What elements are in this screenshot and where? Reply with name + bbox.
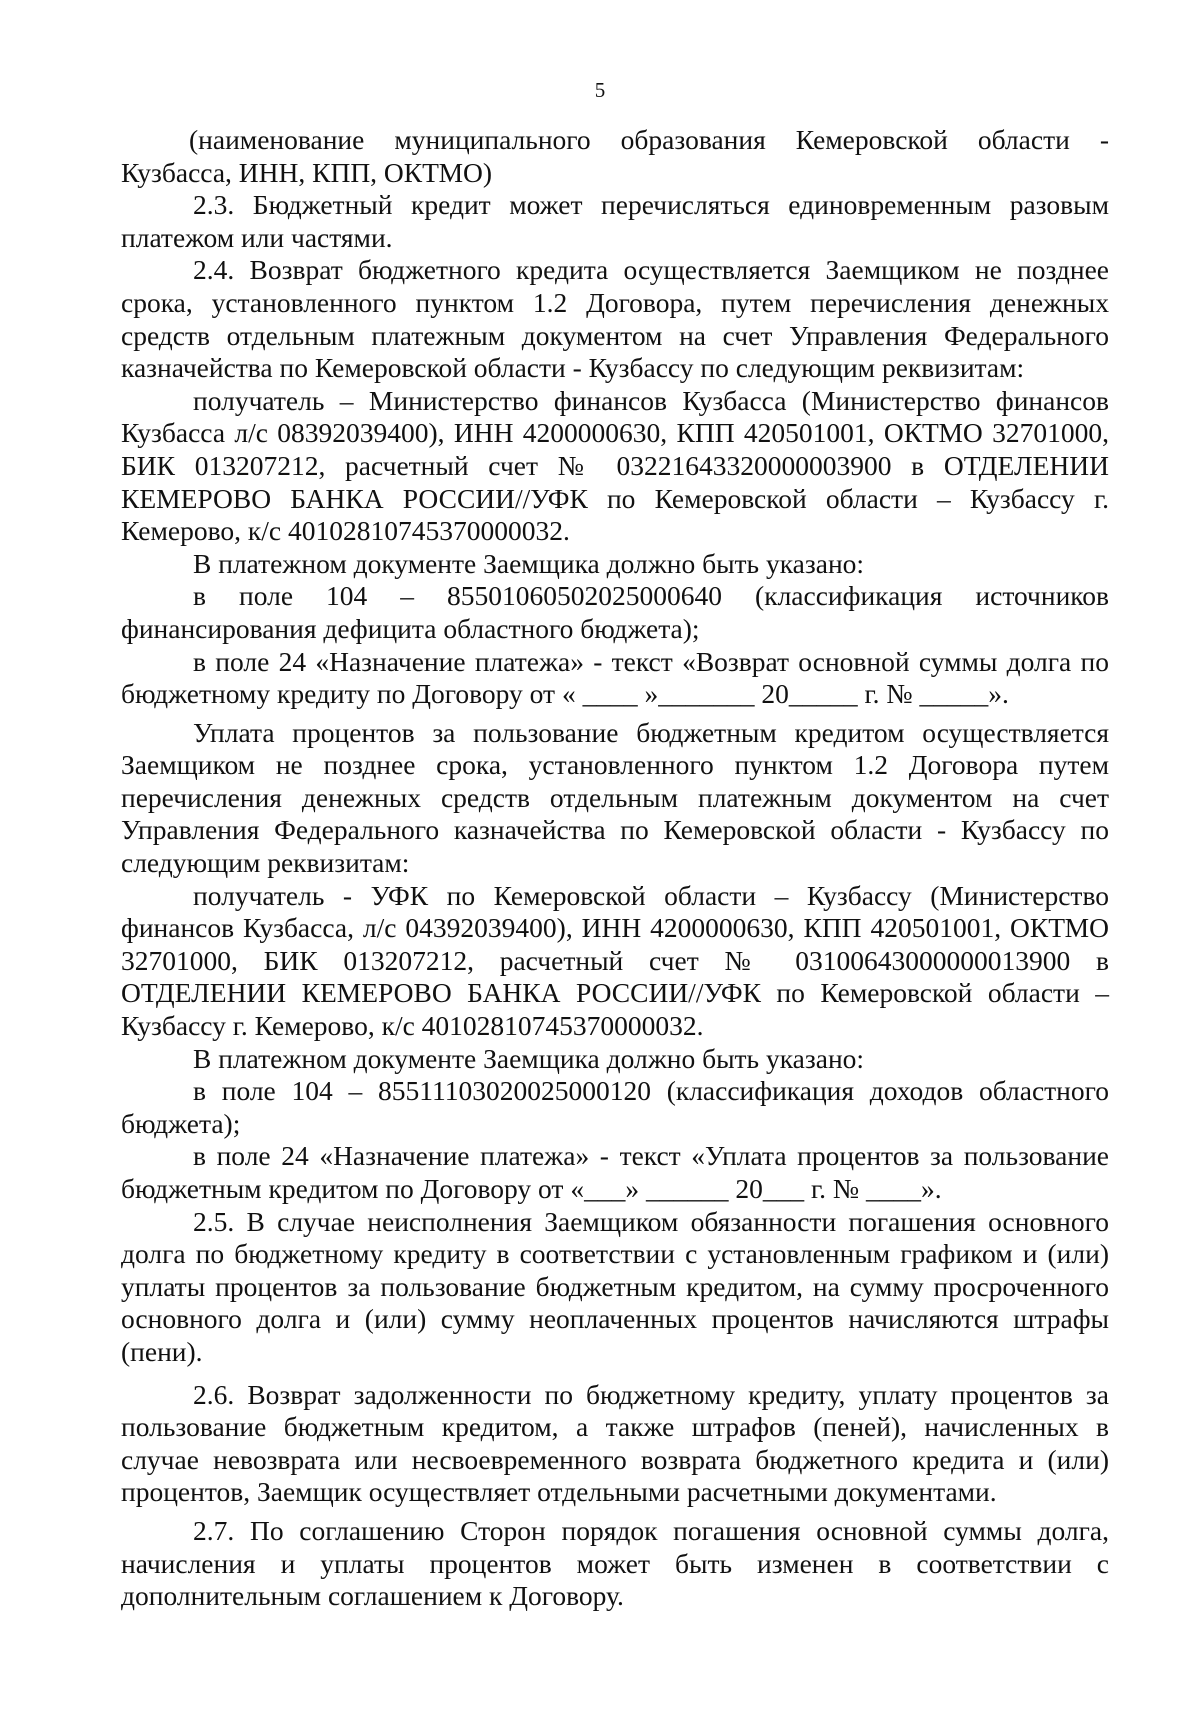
paragraph-2-6: 2.6. Возврат задолженности по бюджетному кредиту, уплату процентов за пользование бюджетным кредитом, а также штрафов (пеней), начисленных в случае невозврата или несвоевременного возврата бюджетного кредита и (или) процентов, Заемщик осуществляет отдельными расчетными документами. xyxy=(121,1378,1109,1508)
paragraph-recipient-principal: получатель – Министерство финансов Кузбасса (Министерство финансов Кузбасса л/с 08392039400), ИНН 4200000630, КПП 420501001, ОКТМО 32701000, БИК 013207212, расчетный счет № 03221643320000003900 в ОТДЕЛЕНИИ КЕМЕРОВО БАНКА РОССИИ//УФК по Кемеровской области – Кузбассу г. Кемерово, к/с 40102810745370000032. xyxy=(121,384,1109,547)
paragraph-field-104-interest: в поле 104 – 85511103020025000120 (классификация доходов областного бюджета); xyxy=(121,1075,1109,1139)
paragraph-field-104-principal: в поле 104 – 85501060502025000640 (классификация источников финансирования дефицита областного бюджета); xyxy=(121,580,1109,644)
paragraph-2-5: 2.5. В случае неисполнения Заемщиком обязанности погашения основного долга по бюджетному кредиту в соответствии с установленным графиком и (или) уплаты процентов за пользование бюджетным кредитом, на сумму просроченного основного долга и (или) сумму неоплаченных процентов начисляются штрафы (пени). xyxy=(121,1205,1109,1367)
paragraph-2-4: 2.4. Возврат бюджетного кредита осуществляется Заемщиком не позднее срока, установленного пунктом 1.2 Договора, путем перечисления денежных средств отдельным платежным документом на счет Управления Федерального казначейства по Кемеровской области - Кузбассу по следующим реквизитам: xyxy=(121,254,1109,384)
paragraph-2-3: 2.3. Бюджетный кредит может перечисляться единовременным разовым платежом или частями. xyxy=(121,189,1109,253)
paragraph-interest-payment: Уплата процентов за пользование бюджетным кредитом осуществляется Заемщиком не позднее срока, установленного пунктом 1.2 Договора путем перечисления денежных средств отдельным платежным документом на счет Управления Федерального казначейства по Кемеровской области - Кузбассу по следующим реквизитам: xyxy=(121,716,1109,879)
paragraph-payment-doc-interest: В платежном документе Заемщика должно быть указано: xyxy=(193,1042,865,1074)
paragraph-recipient-interest: получатель - УФК по Кемеровской области – Кузбассу (Министерство финансов Кузбасса, л/с 04392039400), ИНН 4200000630, КПП 420501001, ОКТМО 32701000, БИК 013207212, расчетный счет № 03100643000000013900 в ОТДЕЛЕНИИ КЕМЕРОВО БАНКА РОССИИ//УФК по Кемеровской области – Кузбассу г. Кемерово, к/с 40102810745370000032. xyxy=(121,879,1109,1042)
document-body xyxy=(121,124,1109,1613)
paragraph-2-7: 2.7. По соглашению Сторон порядок погашения основной суммы долга, начисления и уплаты процентов может быть изменен в соответствии с дополнительным соглашением к Договору. xyxy=(121,1514,1109,1612)
paragraph-municipality-placeholder: (наименование муниципального образования Кемеровской области - Кузбасса, ИНН, КПП, ОКТМО) xyxy=(121,124,1109,188)
paragraph-payment-doc-principal: В платежном документе Заемщика должно быть указано: xyxy=(193,547,865,579)
paragraph-field-24-principal: в поле 24 «Назначение платежа» - текст «Возврат основной суммы долга по бюджетному кредиту по Договору от « ____ »_______ 20_____ г. № _____». xyxy=(121,645,1109,710)
page-number: 5 xyxy=(594,78,606,102)
paragraph-field-24-interest: в поле 24 «Назначение платежа» - текст «Уплата процентов за пользование бюджетным кредитом по Договору от «___» ______ 20___ г. № ____». xyxy=(121,1140,1109,1204)
